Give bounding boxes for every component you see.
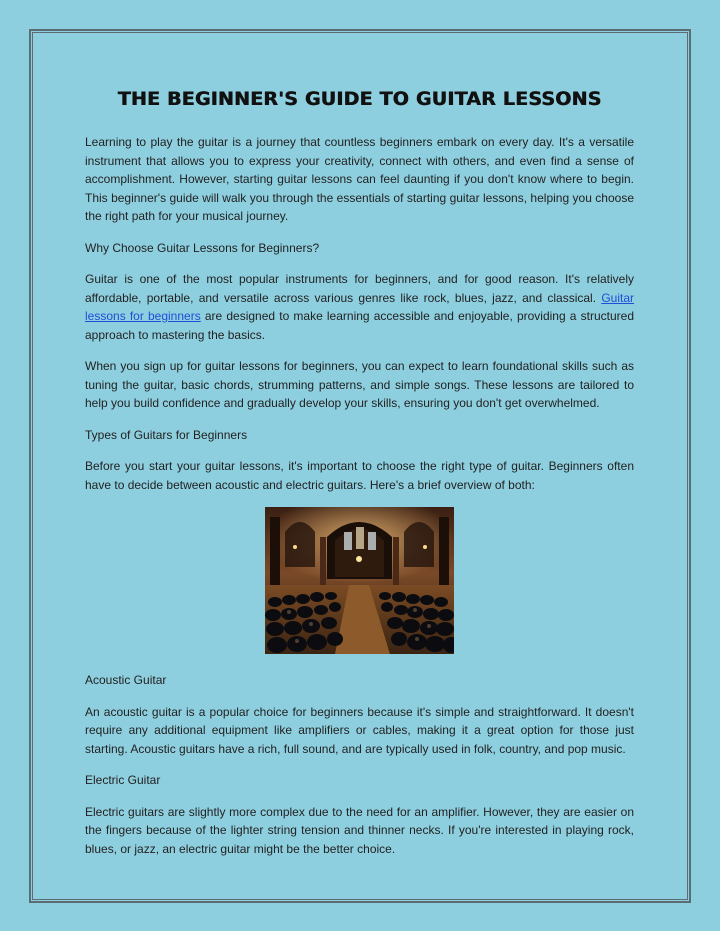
why-paragraph xyxy=(85,270,634,344)
acoustic-paragraph: An acoustic guitar is a popular choice for beginners because it's simple and straightforward. It doesn't require any additional equipment like amplifiers or cables, making it a great option for those just starting. Acoustic guitars have a rich, full sound, and are typically used in folk, country, and pop music. xyxy=(85,704,634,756)
document-title: THE BEGINNER'S GUIDE TO GUITAR LESSONS xyxy=(117,88,602,110)
electric-heading: Electric Guitar xyxy=(85,773,161,787)
guitar-lessons-link[interactable]: Guitar lessons for beginners xyxy=(85,290,634,323)
intro-paragraph: Learning to play the guitar is a journey that countless beginners embark on every day. It's a versatile instrument that allows you to express your creativity, connect with others, and even find a sense of accomplishment. However, starting guitar lessons can feel daunting if you don't know where to begin. This beginner's guide will walk you through the essentials of starting guitar lessons, helping you choose the right path for your musical journey. xyxy=(85,135,634,223)
types-heading: Types of Guitars for Beginners xyxy=(85,427,248,442)
why-heading: Why Choose Guitar Lessons for Beginners? xyxy=(85,240,320,255)
signup-paragraph: When you sign up for guitar lessons for beginners, you can expect to learn foundational skills such as tuning the guitar, basic chords, strumming patterns, and simple songs. These lessons are tailored to help you build confidence and gradually develop your skills, ensuring you don't get overwhelmed. xyxy=(85,359,634,410)
concert-hall-illustration xyxy=(265,507,454,654)
concert-hall-photo xyxy=(265,507,454,654)
acoustic-heading: Acoustic Guitar xyxy=(85,673,167,687)
why-text-after-link: are designed to make learning accessible and enjoyable, providing a structured approach to mastering the basics. xyxy=(85,309,634,342)
document-content xyxy=(85,88,634,871)
electric-paragraph: Electric guitars are slightly more complex due to the need for an amplifier. However, they are easier on the fingers because of the lighter string tension and thinner necks. If you're interested in playing rock, blues, or jazz, an electric guitar might be the better choice. xyxy=(85,804,634,856)
types-intro-paragraph: Before you start your guitar lessons, it's important to choose the right type of guitar. Beginners often have to decide between acoustic and electric guitars. Here's a brief overview of both: xyxy=(85,459,634,492)
why-text-before-link: Guitar is one of the most popular instruments for beginners, and for good reason. It's relatively affordable, portable, and versatile across various genres like rock, blues, jazz, and classical. xyxy=(85,272,634,305)
